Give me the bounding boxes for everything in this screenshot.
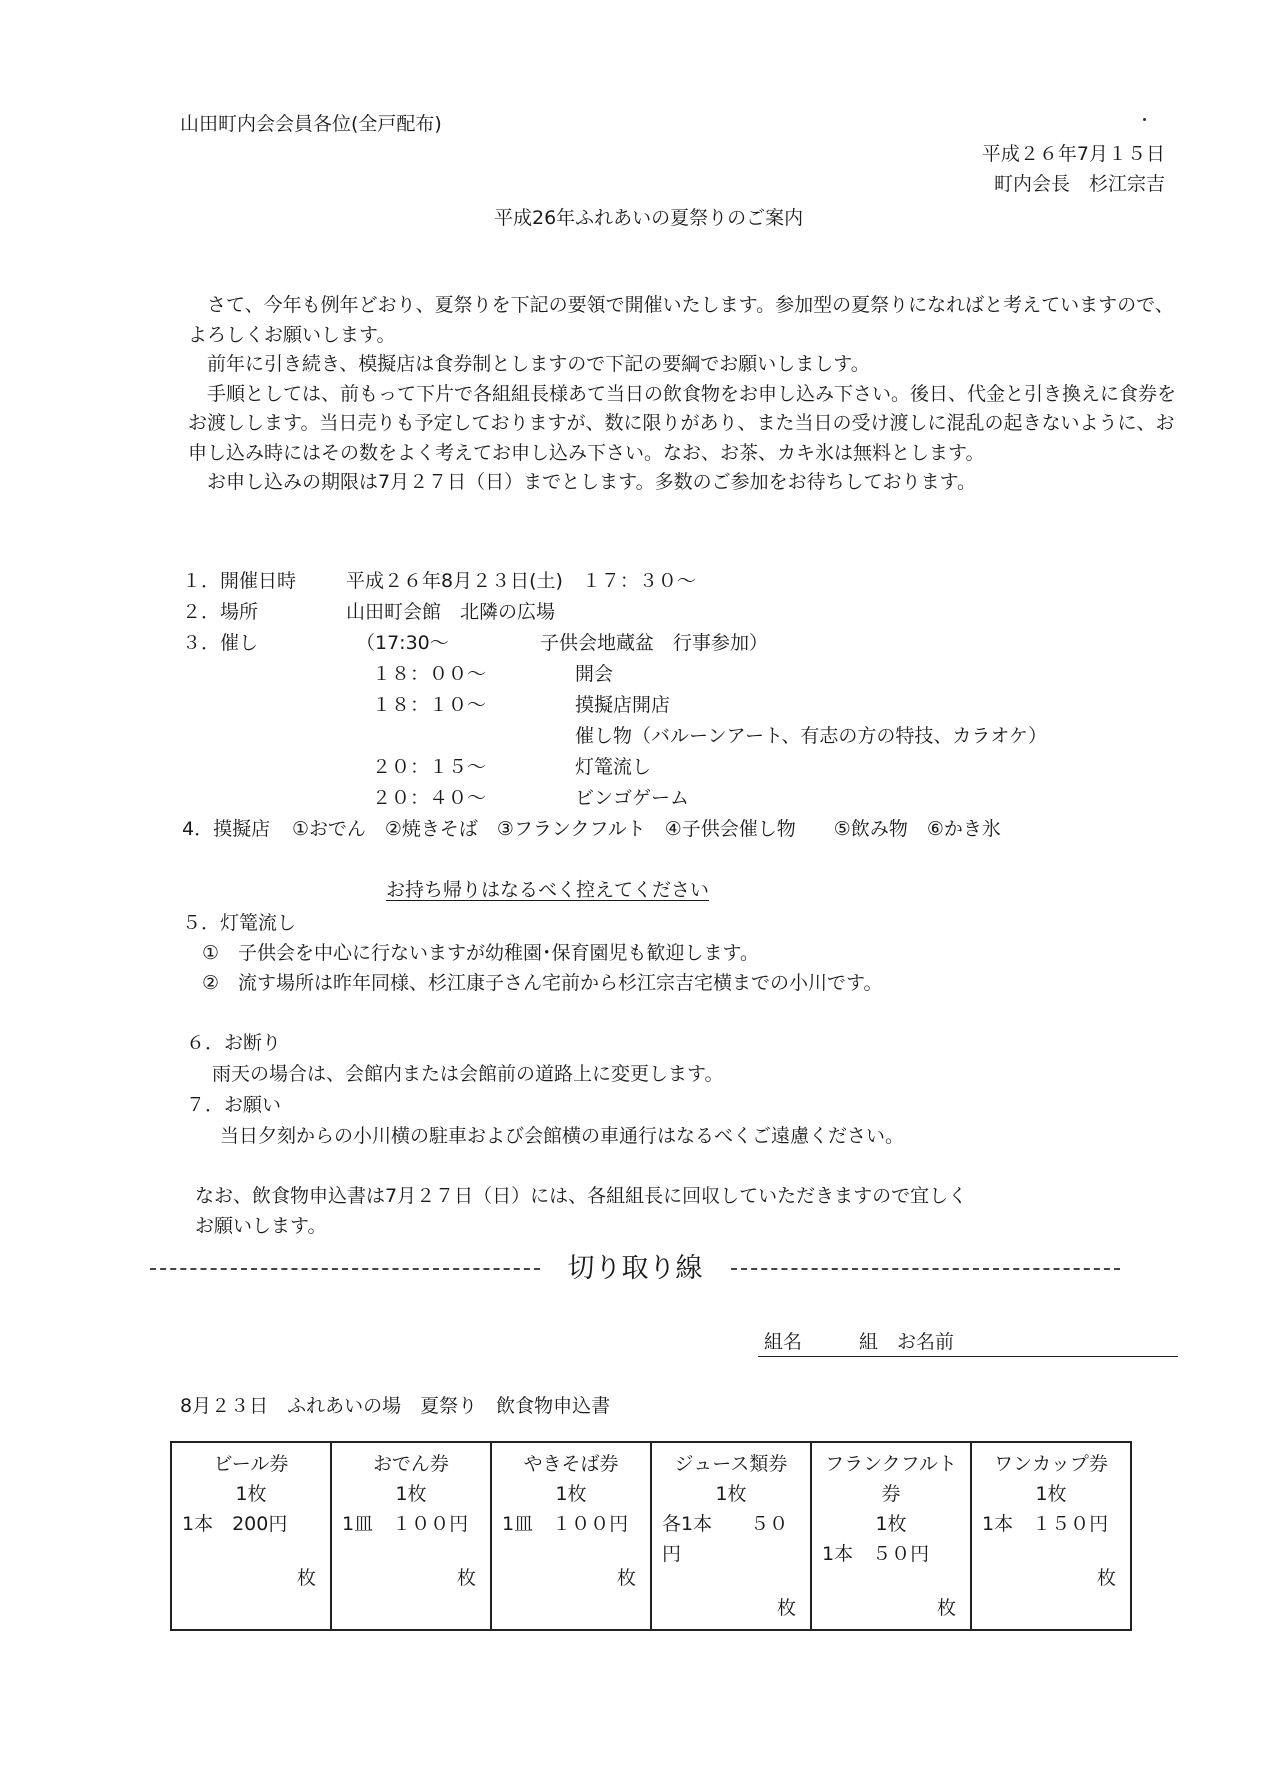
ticket-qty-field[interactable]: 枚 [776,1597,796,1619]
ticket-cell [971,1442,1131,1630]
ticket-price: 1本 １５０円 [982,1513,1109,1535]
schedule-time: １８：００～ [372,663,487,685]
schedule-event: 催し物（バルーンアート、有志の方の特技、カラオケ） [575,725,1047,747]
takeout-notice: お持ち帰りはなるべく控えてください [386,879,710,901]
ticket-name: ワンカップ券 [994,1453,1108,1475]
body-paragraph-2: 前年に引き続き、模擬店は食券制としますので下記の要綱でお願いしましす。 [207,353,870,375]
body-paragraph-4: お申し込みの期限は7月２７日（日）までとします。多数のご参加をお待ちしております。 [207,471,977,493]
item3-label: ３．催し [182,632,259,654]
order-form-title: 8月２３日 ふれあいの場 夏祭り 飲食物申込書 [180,1395,611,1417]
closing-line-2: お願いします。 [195,1215,327,1237]
ticket-name: おでん券 [373,1453,449,1475]
item7-text: 当日夕刻からの小川横の駐車および会館横の車通行はなるべくご遠慮ください。 [220,1125,905,1147]
ticket-qty-field[interactable]: 枚 [1096,1567,1116,1589]
closing-line-1: なお、飲食物申込書は7月２７日（日）には、各組組長に回収していただきますので宜しく [195,1185,968,1207]
cut-dash-right [731,1268,1121,1270]
ticket-price: 1皿 １００円 [342,1513,469,1535]
ticket-unit: 1枚 [715,1483,747,1505]
item5-line-2: ② 流す場所は昨年同様、杉江康子さん宅前から杉江宗吉宅横までの小川です。 [202,972,883,994]
document-title: 平成26年ふれあいの夏祭りのご案内 [494,207,804,229]
schedule-event: 子供会地蔵盆 行事参加） [540,632,769,654]
sender-name: 町内会長 杉江宗吉 [993,173,1165,195]
ticket-price: 1本 ５０円 [822,1543,930,1565]
ticket-unit: 1枚 [395,1483,427,1505]
schedule-event: 開会 [575,663,614,685]
item5-label: ５．灯篭流し [182,912,297,934]
schedule-time: ２０：１５～ [372,756,487,778]
schedule-event: 灯篭流し [575,756,652,778]
signature-underline [758,1356,1178,1357]
cut-line [150,1254,1120,1284]
item5-line-1: ① 子供会を中心に行ないますが幼稚園･保育園児も歓迎します。 [202,942,760,964]
ticket-name: やきそば券 [523,1453,619,1475]
ticket-qty-field[interactable]: 枚 [936,1597,956,1619]
schedule-time: １８：１０～ [372,694,487,716]
ticket-price: 各1本 ５０円 [662,1513,789,1565]
issue-date: 平成２６年7月１５日 [981,143,1165,165]
ticket-cell [331,1442,491,1630]
ticket-qty-field[interactable]: 枚 [616,1567,636,1589]
item4-label: 4．摸擬店 [182,818,271,840]
ticket-name: フランクフルト券 [825,1453,957,1505]
ticket-name: ジュース類券 [674,1453,788,1475]
item6-label: ６．お断り [186,1032,282,1054]
body-paragraph-3: 手順としては、前もって下片で各組組長様あて当日の飲食物をお申し込み下さい。後日、代金と引き換えに食券をお渡しします。当日売りも予定しておりますが、数に限りがあり、また当日の受け渡しに混乱の起きないように、お申し込み時にはその数をよく考えてお申し込み下さい。なお、お茶、カキ氷は無料とします。 [188,382,1177,464]
item6-text: 雨天の場合は、会館内または会館前の道路上に変更します。 [212,1063,724,1085]
schedule-time: （17:30～ [356,632,449,654]
body-text [188,291,1188,498]
schedule-time: ２０：４０～ [372,787,487,809]
cut-dash-left [150,1268,540,1270]
item1-label: １．開催日時 [182,570,297,592]
ticket-cell [491,1442,651,1630]
schedule-event: ビンゴゲーム [575,787,690,809]
body-paragraph-1: さて、今年も例年どおり、夏祭りを下記の要領で開催いたします。参加型の夏祭りになればと考えていますので、よろしくお願いします。 [188,294,1174,346]
ticket-name: ビール券 [213,1453,289,1475]
table-row [171,1442,1131,1630]
ticket-price: 1皿 １００円 [502,1513,629,1535]
ticket-cell [171,1442,331,1630]
schedule-event: 摸擬店開店 [575,694,671,716]
recipient-line: 山田町内会会員各位(全戸配布) [180,113,442,135]
item2-label: ２．場所 [182,601,259,623]
ticket-cell [651,1442,811,1630]
ticket-unit: 1枚 [1035,1483,1067,1505]
ticket-qty-field[interactable]: 枚 [296,1567,316,1589]
item1-value: 平成２６年8月２３日(土) １７：３０～ [346,570,696,592]
order-table [170,1441,1132,1631]
ticket-unit: 1枚 [235,1483,267,1505]
scan-speck [1143,118,1146,121]
ticket-unit: 1枚 [555,1483,587,1505]
item2-value: 山田町会館 北隣の広場 [346,601,556,623]
ticket-unit: 1枚 [875,1513,907,1535]
ticket-qty-field[interactable]: 枚 [456,1567,476,1589]
group-name-line: 組名 組 お名前 [764,1331,955,1353]
item4-value: ①おでん ②焼きそば ③フランクフルト ④子供会催し物 ⑤飲み物 ⑥かき氷 [292,818,1001,840]
item7-label: ７．お願い [186,1094,282,1116]
cut-line-label: 切り取り線 [567,1253,703,1284]
ticket-price: 1本 200円 [182,1513,288,1535]
ticket-cell [811,1442,971,1630]
